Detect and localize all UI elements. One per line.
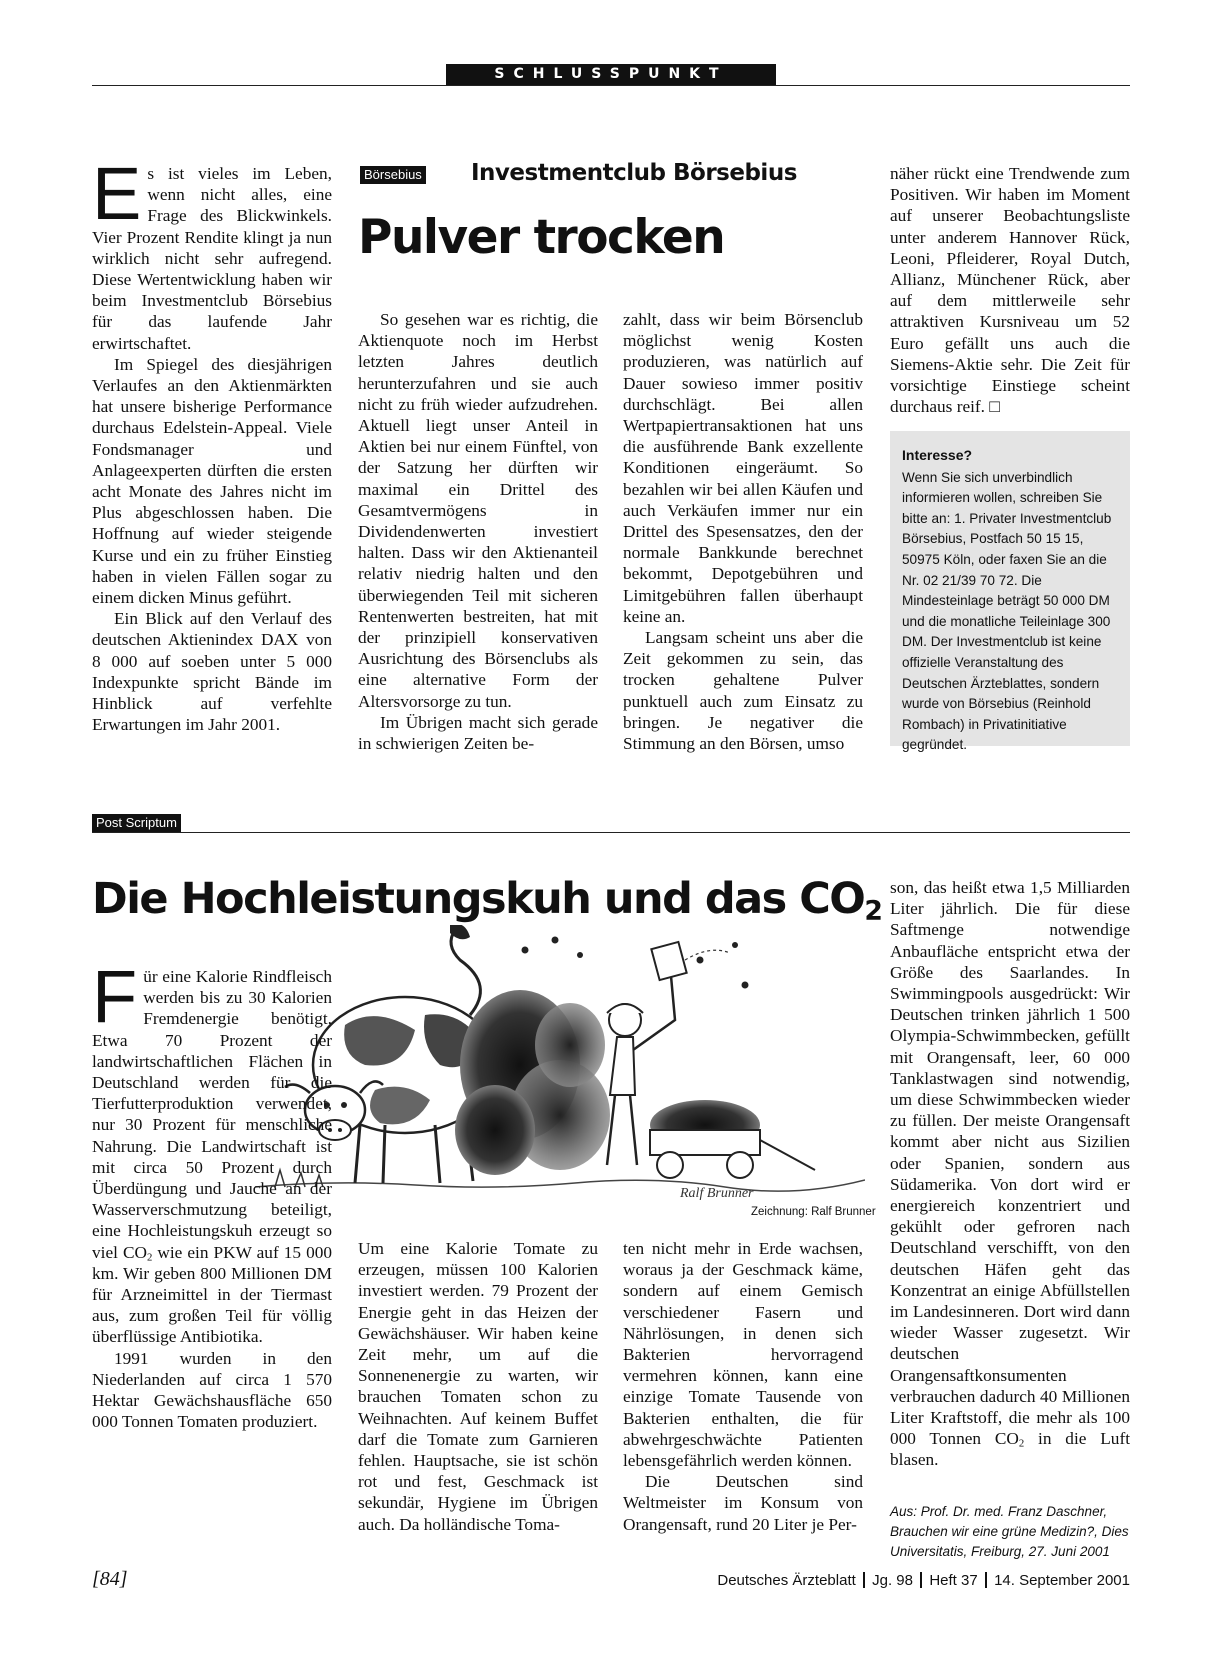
article1-col4 <box>890 163 1130 417</box>
article1-kicker: Investmentclub Börsebius <box>471 160 797 186</box>
article1-headline: Pulver trocken <box>358 210 725 265</box>
paragraph: So gesehen war es richtig, die Aktienquote noch im Herbst letzten Jahres deutlich herunterzufahren und sie auch nicht zu früh wieder aufzudrehen. Aktuell liegt unser Anteil in Aktien bei nur einem Fünftel, von der Satzung her dürften wir maximal ein Drittel des Gesamtvermögens in Dividendenwerten investiert halten. Dass wir den Aktienanteil relativ niedrig halten und den überwiegenden Teil mit sicheren Rentenwerten bestreiten, hat mit der prinzipiell konservativen Ausrichtung des Börsenclubs als eine alternative Form der Altersvorsorge zu tun. <box>358 310 598 711</box>
paragraph: ür eine Kalorie Rindfleisch werden bis zu 30 Kalorien Fremdenergie benötigt. Etwa 70 Prozent der landwirtschaftlichen Flächen in Deutschland werden für die Tierfutterproduktion verwendet, nur 30 Prozent für menschliche Nahrung. Die Landwirtschaft ist mit circa 50 Prozent durch Überdüngung und Jauche an der Wasserverschmutzung beteiligt, eine Hochleistungskuh erzeugt so viel CO <box>92 967 332 1262</box>
source-citation: Aus: Prof. Dr. med. Franz Daschner, Brauchen wir eine grüne Medizin?, Dies Universitatis, Freiburg, 27. Juni 2001 <box>890 1504 1129 1559</box>
paragraph: Um eine Kalorie Tomate zu erzeugen, müssen 100 Kalorien investiert werden. 79 Prozent der Energie geht in das Heizen der Gewächshäuser. Wir haben keine Zeit mehr, um auf die Sonnenenergie zu warten, wir brauchen Tomaten schon zu Weihnachten. Auf keinem Buffet darf die Tomate zum Garnieren fehlen. Hauptsache, sie ist schön rot und fest, Geschmack ist sekundär, Hygiene im Übrigen auch. Da holländische Toma- <box>358 1239 598 1534</box>
illustration-signature: Ralf Brunner <box>680 1186 754 1201</box>
cow-illustration <box>255 925 865 1210</box>
paragraph-tail: in die Luft blasen. <box>890 1429 1130 1470</box>
illustration-caption: Zeichnung: Ralf Brunner <box>751 1206 876 1218</box>
section-rule <box>92 832 1130 833</box>
article2-col3 <box>623 1238 863 1535</box>
headline-text: Die Hochleistungskuh und das CO <box>92 874 865 924</box>
article1-col1 <box>92 152 332 735</box>
paragraph: Die Deutschen sind Weltmeister im Konsum von Orangensaft, rund 20 Liter je Per- <box>623 1472 863 1534</box>
paragraph: zahlt, dass wir beim Börsenclub möglichst wenig Kosten produzieren, was natürlich auf Dauer sowieso immer positiv durchschlägt. Bei allen Wertpapiertransaktionen hat uns die ausführende Bank exzellente Konditionen eingeräumt. So bezahlen wir bei allen Käufen und auch Verkäufen immer nur ein Drittel des Spesensatzes, den der normale Bankkunde berechnet bekommt, Depotgebühren und Limitgebühren fallen überhaupt keine an. <box>623 310 863 626</box>
paragraph: Im Übrigen macht sich gerade in schwierigen Zeiten be- <box>358 712 598 754</box>
journal-issue: Heft 37 <box>929 1572 978 1589</box>
separator <box>863 1572 865 1588</box>
paragraph: s ist vieles im Leben, wenn nicht alles, eine Frage des Blickwinkels. Vier Prozent Rendite klingt ja nun wirklich nicht sehr aufregend. Diese Wertentwicklung haben wir beim Investmentclub Börsebius für das laufende Jahr erwirtschaftet. <box>92 164 332 353</box>
info-box <box>890 431 1130 753</box>
paragraph-tail: wie ein PKW auf 15 000 km. Wir geben 800 Millionen DM für Arzneimittel in der Tiermast aus, zum großen Teil für völlig überflüssige Antibiotika. <box>92 1242 332 1347</box>
article1-tag: Börsebius <box>360 166 426 184</box>
headline-subscript: 2 <box>864 895 882 927</box>
article1-col3 <box>623 309 863 754</box>
article2-tag: Post Scriptum <box>92 814 181 832</box>
article1-col2 <box>358 309 598 754</box>
paragraph: Langsam scheint uns aber die Zeit gekommen zu sein, das trocken gehaltene Pulver punktuell auch zum Einsatz zu bringen. Je negativer die Stimmung an den Börsen, umso <box>623 628 863 754</box>
subscript: 2 <box>146 1251 153 1264</box>
separator <box>985 1572 987 1588</box>
page-number: [84] <box>92 1568 128 1590</box>
subscript: 2 <box>1018 1437 1025 1450</box>
dropcap: E <box>92 152 142 235</box>
dropcap: F <box>92 955 138 1038</box>
paragraph: Ein Blick auf den Verlauf des deutschen Aktienindex DAX von 8 000 auf soeben unter 5 000 Indexpunkte spricht Bände im Hinblick auf verfehlte Erwartungen im Jahr 2001. <box>92 609 332 735</box>
journal-date: 14. September 2001 <box>994 1572 1130 1589</box>
journal-info <box>717 1572 1130 1589</box>
journal-volume: Jg. 98 <box>872 1572 913 1589</box>
article2-col2 <box>358 1238 598 1535</box>
header-rule <box>92 85 1130 86</box>
end-mark: □ <box>989 396 1000 417</box>
section-label: SCHLUSSPUNKT <box>446 64 776 85</box>
article2-headline <box>92 874 882 927</box>
paragraph: 1991 wurden in den Niederlanden auf circa 1 570 Hektar Gewächshausfläche 650 000 Tonnen Tomaten produziert. <box>92 1348 332 1432</box>
paragraph: son, das heißt etwa 1,5 Milliarden Liter jährlich. Die für diese Saftmenge notwendige Anbaufläche entspricht etwa der Größe des Saarlandes. In Swimmingpools ausgedrückt: Wir Deutschen trinken jährlich 1 500 Olympia-Schwimmbecken, gefüllt mit Orangensaft, leer, 60 000 Tanklastwagen sind notwendig, um diese Schwimmbecken wieder zu füllen. Der meiste Orangensaft kommt aber nicht aus Sizilien oder Spanien, sondern aus Südamerika. Von dort wird er energiereich konzentriert und gekühlt oder gefroren nach Deutschland verschifft, von den deutschen Häfen geht das Konzentrat an einige Abfüllstellen im Landesinneren. Dort wird dann wieder Wasser zugesetzt. Wir deutschen Orangensaftkonsumenten verbrauchen dadurch 40 Millionen Liter Kraftstoff, die mehr als 100 000 Tonnen CO <box>890 878 1130 1449</box>
article2-col4 <box>890 877 1130 1471</box>
paragraph: näher rückt eine Trendwende zum Positiven. Wir haben im Moment auf unserer Beobachtungsliste unter anderem Hannover Rück, Leoni, Pfleiderer, Royal Dutch, Allianz, Münchener Rück, aber auf dem mittlerweile sehr attraktiven Kursniveau um 52 Euro gefällt uns auch die Siemens-Aktie sehr. Die Zeit für vorsichtige Einstiege scheint durchaus reif. <box>890 164 1130 417</box>
journal-name: Deutsches Ärzteblatt <box>717 1572 856 1589</box>
paragraph: Im Spiegel des diesjährigen Verlaufes an den Aktienmärkten hat unsere bisherige Performance durchaus Edelstein-Appeal. Viele Fondsmanager und Anlageexperten dürften die ersten acht Monate des Jahres nicht im Plus abgeschlossen haben. Die Hoffnung auf wieder steigende Kurse und ein zu früher Einstieg haben in vielen Fällen sogar zu einem dicken Minus geführt. <box>92 354 332 608</box>
info-box-text: Wenn Sie sich unverbindlich informieren wollen, schreiben Sie bitte an: 1. Privater Investmentclub Börsebius, Postfach 50 15 15, 50975 Köln, oder faxen Sie an die Nr. 02 21/39 70 72. Die Mindesteinlage beträgt 50 000 DM und die monatliche Teileinlage 300 DM. Der Investmentclub ist keine offizielle Veranstaltung des Deutschen Ärzteblattes, sondern wurde von Börsebius (Reinhold Rombach) in Privatinitiative gegründet. <box>902 469 1112 753</box>
separator <box>920 1572 922 1588</box>
info-box-title: Interesse? <box>902 447 973 463</box>
article2-col1 <box>92 955 332 1432</box>
paragraph: ten nicht mehr in Erde wachsen, woraus ja der Geschmack käme, sondern auf einem Gemisch verschiedener Fasern und Nährlösungen, in denen sich Bakterien hervorragend vermehren können, kann eine einzige Tomate Tausende von Bakterien enthalten, die für abwehrgeschwächte Patienten lebensgefährlich werden können. <box>623 1239 863 1471</box>
